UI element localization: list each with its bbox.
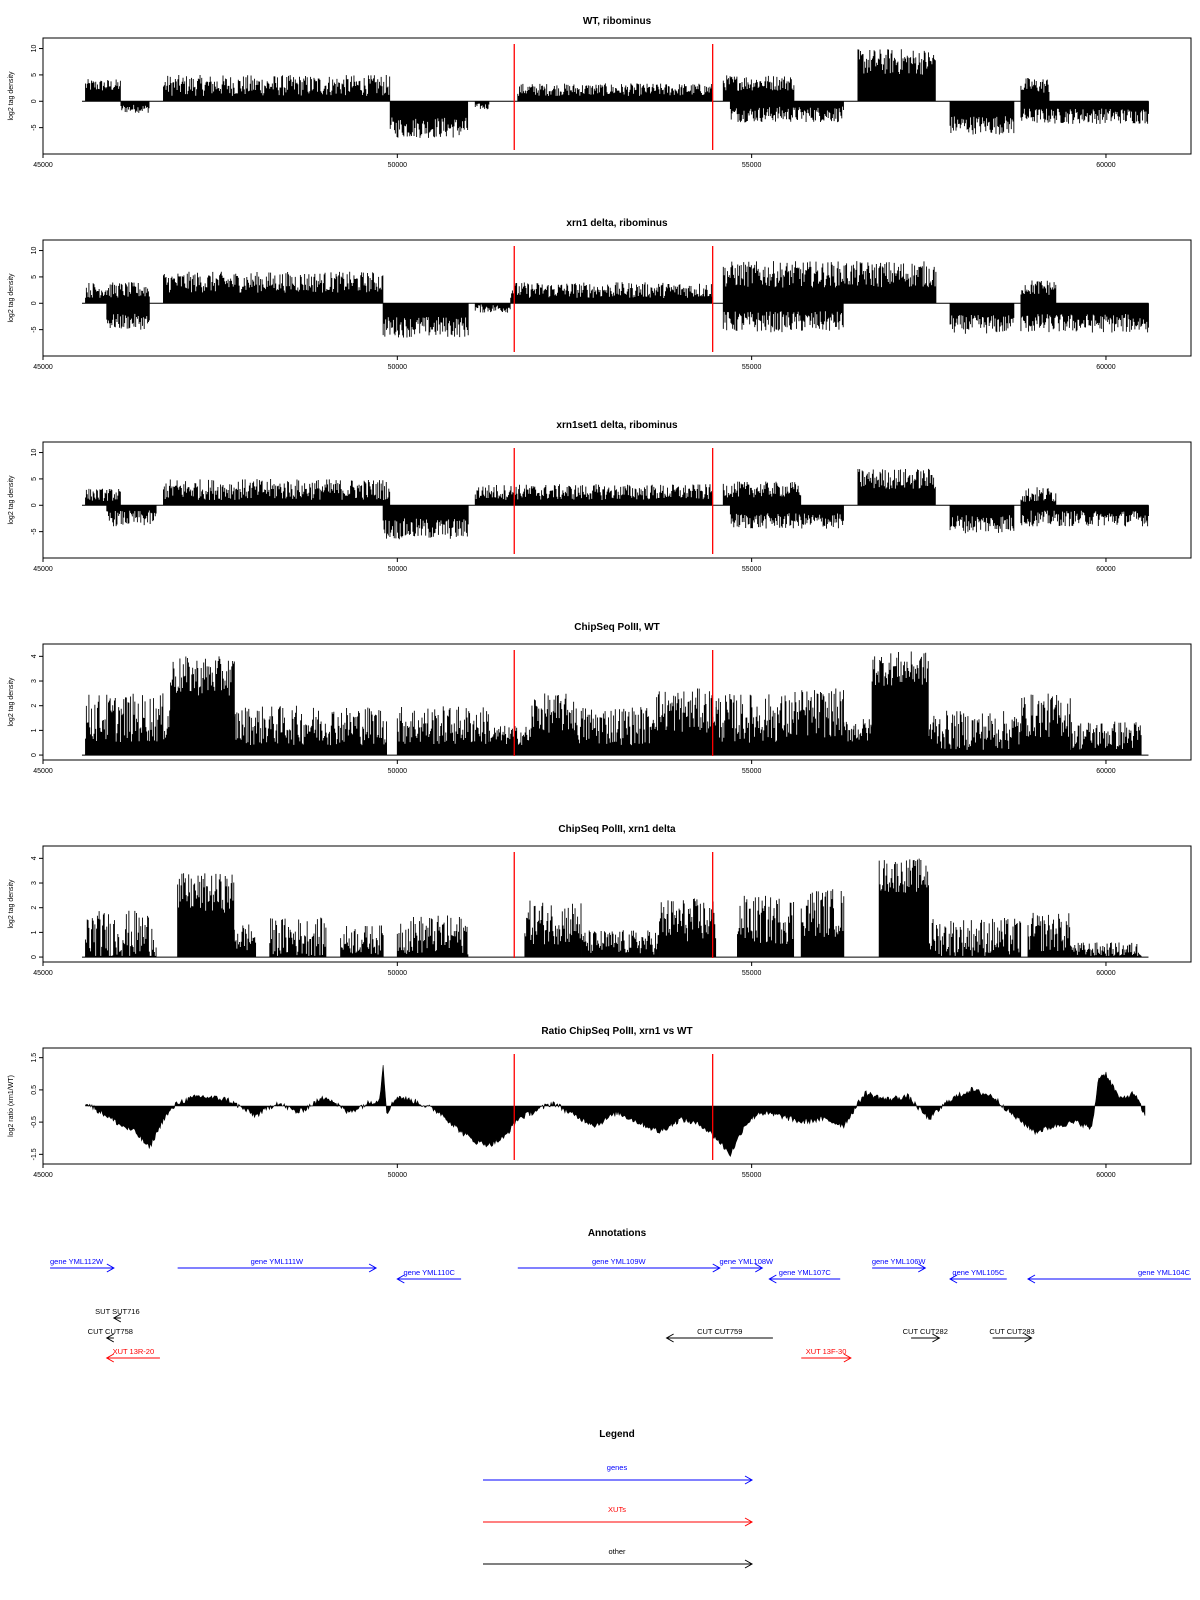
signal-bars bbox=[582, 930, 659, 957]
signal-block-minus bbox=[1021, 505, 1149, 526]
y-tick-label: 4 bbox=[31, 856, 38, 861]
signal-bars bbox=[950, 303, 1014, 334]
signal-block-minus bbox=[730, 101, 843, 122]
signal-block-minus bbox=[475, 101, 489, 109]
signal-bars bbox=[234, 925, 255, 958]
signal-bars bbox=[1021, 303, 1149, 332]
signal-block-plus bbox=[858, 469, 935, 505]
feature-gene bbox=[397, 1268, 461, 1283]
x-tick-label: 60000 bbox=[1096, 1172, 1116, 1179]
signal-bars bbox=[574, 707, 651, 755]
signal-block-plus bbox=[489, 726, 532, 755]
signal-block-plus bbox=[723, 261, 936, 303]
feature-gene bbox=[50, 1257, 114, 1272]
signal-block-plus bbox=[582, 930, 659, 957]
feature-label: CUT CUT759 bbox=[697, 1327, 743, 1336]
y-tick-label: 1 bbox=[31, 728, 38, 733]
signal-block-plus bbox=[163, 479, 389, 505]
legend bbox=[483, 1429, 752, 1568]
signal-block-plus bbox=[397, 915, 468, 957]
signal-block-plus bbox=[163, 75, 389, 101]
feature-gene bbox=[178, 1257, 376, 1272]
x-tick-label: 55000 bbox=[741, 566, 762, 573]
x-tick-label: 50000 bbox=[387, 768, 408, 775]
panel-title: xrn1set1 delta, ribominus bbox=[556, 420, 678, 431]
signal-block-plus bbox=[234, 706, 386, 755]
x-tick-label: 55000 bbox=[741, 1172, 762, 1179]
signal-block-plus bbox=[511, 282, 713, 303]
signal-block-minus bbox=[1021, 303, 1149, 332]
signal-bars bbox=[1021, 505, 1149, 526]
signal-bars bbox=[390, 101, 467, 138]
panel-1 bbox=[8, 16, 1191, 169]
signal-block-plus bbox=[1071, 942, 1142, 957]
x-tick-label: 45000 bbox=[33, 970, 53, 977]
signal-bars bbox=[929, 711, 1021, 755]
signal-bars bbox=[723, 303, 843, 332]
signal-block-minus bbox=[383, 505, 468, 539]
feature-label: gene YML112W bbox=[50, 1257, 104, 1266]
signal-block-minus bbox=[730, 505, 843, 528]
panel-title: ChipSeq PolII, xrn1 delta bbox=[558, 824, 676, 835]
y-axis-label: log2 tag density bbox=[8, 475, 15, 525]
annotations-panel bbox=[50, 1228, 1191, 1362]
signal-bars bbox=[929, 918, 1021, 957]
signal-block-minus bbox=[950, 101, 1014, 134]
y-axis-label: log2 ratio (xrn1/WT) bbox=[8, 1075, 15, 1137]
feature-label: gene YML108W bbox=[719, 1257, 774, 1266]
feature-gene bbox=[1028, 1268, 1191, 1283]
signal-block-plus bbox=[86, 79, 121, 101]
signal-bars bbox=[86, 79, 121, 101]
signal-block-minus bbox=[383, 303, 468, 337]
feature-gene bbox=[950, 1268, 1007, 1283]
x-tick-label: 55000 bbox=[741, 768, 762, 775]
signal-bars bbox=[86, 282, 150, 303]
y-tick-label: 5 bbox=[31, 274, 38, 279]
x-tick-label: 55000 bbox=[741, 970, 762, 977]
signal-bars bbox=[1071, 722, 1142, 755]
legend-item bbox=[483, 1463, 752, 1484]
feature-other bbox=[667, 1327, 773, 1342]
feature-other bbox=[95, 1307, 139, 1322]
signal-block-minus bbox=[475, 303, 510, 312]
x-tick-label: 60000 bbox=[1096, 162, 1116, 169]
signal-bars bbox=[1028, 913, 1071, 957]
feature-label: gene YML105C bbox=[952, 1268, 1005, 1277]
x-tick-label: 50000 bbox=[387, 970, 408, 977]
feature-gene bbox=[769, 1268, 840, 1283]
x-tick-label: 45000 bbox=[33, 1172, 53, 1179]
signal-block-plus bbox=[86, 282, 150, 303]
signal-bars bbox=[723, 75, 794, 101]
x-tick-label: 50000 bbox=[387, 1172, 408, 1179]
signal-block-minus bbox=[950, 303, 1014, 334]
y-tick-label: 3 bbox=[31, 679, 38, 683]
feature-label: CUT CUT282 bbox=[902, 1327, 948, 1336]
signal-block-plus bbox=[737, 896, 793, 957]
x-tick-label: 45000 bbox=[33, 364, 53, 371]
signal-bars bbox=[872, 651, 928, 755]
signal-bars bbox=[107, 505, 156, 526]
signal-bars bbox=[858, 49, 935, 101]
signal-block-plus bbox=[86, 489, 121, 506]
signal-bars bbox=[511, 282, 713, 303]
signal-bars bbox=[475, 303, 510, 312]
signal-bars bbox=[1021, 78, 1049, 101]
x-tick-label: 60000 bbox=[1096, 768, 1116, 775]
x-tick-label: 50000 bbox=[387, 566, 408, 573]
signal-block-plus bbox=[475, 484, 712, 505]
signal-block-plus bbox=[86, 911, 157, 957]
signal-block-plus bbox=[801, 889, 844, 957]
signal-block-minus bbox=[107, 505, 156, 526]
y-tick-label: 2 bbox=[31, 703, 38, 708]
signal-bars bbox=[794, 688, 843, 755]
panel-4 bbox=[8, 622, 1191, 775]
signal-block-plus bbox=[1021, 487, 1056, 505]
signal-bars bbox=[383, 303, 468, 337]
x-tick-label: 55000 bbox=[741, 364, 762, 371]
panel-6 bbox=[8, 1026, 1191, 1179]
signal-bars bbox=[1021, 101, 1149, 124]
y-tick-label: 0 bbox=[31, 753, 38, 758]
signal-bars bbox=[1071, 942, 1142, 957]
y-tick-label: 0.5 bbox=[31, 1085, 38, 1095]
signal-block-plus bbox=[858, 49, 935, 101]
signal-block-plus bbox=[660, 899, 716, 958]
feature-other bbox=[88, 1327, 133, 1342]
feature-label: gene YML109W bbox=[591, 1257, 646, 1266]
feature-xut bbox=[801, 1347, 851, 1362]
signal-block-minus bbox=[107, 303, 150, 329]
signal-bars bbox=[716, 694, 793, 755]
signal-block-plus bbox=[872, 651, 928, 755]
signal-bars bbox=[163, 75, 389, 101]
feature-xut bbox=[107, 1347, 160, 1362]
panel-title: xrn1 delta, ribominus bbox=[566, 218, 668, 229]
signal-block-minus bbox=[390, 101, 467, 138]
x-tick-label: 60000 bbox=[1096, 364, 1116, 371]
signal-bars bbox=[86, 911, 157, 957]
feature-other bbox=[989, 1327, 1034, 1342]
signal-bars bbox=[1021, 694, 1070, 755]
signal-bars bbox=[1021, 487, 1056, 505]
signal-bars bbox=[163, 479, 389, 505]
legend-label: other bbox=[608, 1547, 626, 1556]
signal-block-minus bbox=[1021, 101, 1149, 124]
signal-bars bbox=[383, 505, 468, 539]
feature-label: CUT CUT758 bbox=[87, 1327, 133, 1336]
signal-block-plus bbox=[86, 693, 171, 755]
signal-bars bbox=[730, 101, 843, 122]
y-tick-label: 0 bbox=[31, 99, 38, 104]
signal-bars bbox=[107, 303, 150, 329]
y-tick-label: 5 bbox=[31, 476, 38, 481]
panel-3 bbox=[8, 420, 1191, 573]
signal-bars bbox=[532, 693, 575, 755]
signal-block-plus bbox=[929, 918, 1021, 957]
x-tick-label: 45000 bbox=[33, 162, 53, 169]
y-axis-label: log2 tag density bbox=[8, 677, 15, 727]
feature-label: gene YML106W bbox=[871, 1257, 926, 1266]
signal-bars bbox=[660, 899, 716, 958]
signal-bars bbox=[879, 859, 928, 957]
y-tick-label: 0 bbox=[31, 301, 38, 306]
feature-other bbox=[903, 1327, 948, 1342]
signal-bars bbox=[652, 689, 716, 756]
signal-block-plus bbox=[341, 925, 384, 957]
legend-label: genes bbox=[606, 1463, 628, 1472]
signal-bars bbox=[86, 693, 171, 755]
y-tick-label: -1.5 bbox=[31, 1148, 38, 1161]
ratio-area bbox=[86, 1065, 1145, 1156]
x-tick-label: 45000 bbox=[33, 768, 53, 775]
signal-bars bbox=[730, 505, 843, 528]
y-tick-label: 0 bbox=[31, 503, 38, 508]
x-tick-label: 60000 bbox=[1096, 970, 1116, 977]
signal-bars bbox=[489, 726, 532, 755]
y-tick-label: 5 bbox=[31, 72, 38, 77]
signal-block-plus bbox=[716, 694, 793, 755]
legend-label: XUTs bbox=[608, 1505, 626, 1514]
y-tick-label: -0.5 bbox=[31, 1116, 38, 1129]
feature-gene bbox=[719, 1257, 774, 1272]
signal-bars bbox=[475, 101, 489, 109]
panel-2 bbox=[8, 218, 1191, 371]
feature-label: gene YML110C bbox=[403, 1268, 455, 1277]
signal-block-plus bbox=[270, 918, 326, 957]
signal-bars bbox=[723, 261, 936, 303]
legend-item bbox=[483, 1547, 752, 1568]
signal-bars bbox=[178, 873, 234, 957]
y-tick-label: 1.5 bbox=[31, 1052, 38, 1063]
y-tick-label: 3 bbox=[31, 881, 38, 885]
signal-bars bbox=[518, 83, 713, 101]
signal-bars bbox=[1021, 280, 1056, 303]
signal-block-plus bbox=[1021, 280, 1056, 303]
signal-bars bbox=[397, 706, 489, 755]
signal-bars bbox=[950, 101, 1014, 134]
signal-block-plus bbox=[234, 925, 255, 958]
legend-item bbox=[483, 1505, 752, 1526]
annotations-title: Annotations bbox=[587, 1228, 647, 1239]
signal-bars bbox=[86, 489, 121, 506]
y-axis-label: log2 tag density bbox=[8, 71, 15, 121]
signal-block-plus bbox=[171, 656, 235, 755]
panel-title: WT, ribominus bbox=[582, 16, 652, 27]
signal-block-plus bbox=[794, 688, 843, 755]
signal-bars bbox=[270, 918, 326, 957]
signal-bars bbox=[950, 505, 1014, 533]
signal-block-plus bbox=[929, 711, 1021, 755]
signal-block-plus bbox=[163, 272, 382, 304]
x-tick-label: 60000 bbox=[1096, 566, 1116, 573]
signal-bars bbox=[397, 915, 468, 957]
signal-block-plus bbox=[1028, 913, 1071, 957]
y-axis-label: log2 tag density bbox=[8, 879, 15, 929]
feature-label: gene YML111W bbox=[250, 1257, 304, 1266]
signal-block-plus bbox=[723, 75, 794, 101]
x-tick-label: 45000 bbox=[33, 566, 53, 573]
signal-block-plus bbox=[525, 901, 581, 957]
signal-block-plus bbox=[1021, 78, 1049, 101]
y-tick-label: 4 bbox=[31, 654, 38, 659]
signal-bars bbox=[525, 901, 581, 957]
feature-label: XUT 13R-20 bbox=[112, 1347, 155, 1356]
feature-label: SUT SUT716 bbox=[95, 1307, 140, 1316]
signal-block-minus bbox=[723, 303, 843, 332]
y-tick-label: 10 bbox=[31, 246, 38, 255]
y-tick-label: 2 bbox=[31, 905, 38, 910]
signal-block-minus bbox=[950, 505, 1014, 533]
signal-block-plus bbox=[574, 707, 651, 755]
y-tick-label: 10 bbox=[31, 448, 38, 457]
y-axis-label: log2 tag density bbox=[8, 273, 15, 323]
signal-block-plus bbox=[518, 83, 713, 101]
feature-gene bbox=[518, 1257, 720, 1272]
signal-bars bbox=[234, 706, 386, 755]
feature-label: XUT 13F-30 bbox=[805, 1347, 847, 1356]
signal-bars bbox=[737, 896, 793, 957]
y-tick-label: -5 bbox=[31, 326, 38, 333]
signal-bars bbox=[801, 889, 844, 957]
y-tick-label: -5 bbox=[31, 528, 38, 535]
signal-block-plus bbox=[652, 689, 716, 756]
feature-label: gene YML104C bbox=[1138, 1268, 1190, 1277]
signal-bars bbox=[475, 484, 712, 505]
signal-block-plus bbox=[879, 859, 928, 957]
signal-bars bbox=[723, 482, 800, 506]
y-tick-label: -5 bbox=[31, 124, 38, 131]
signal-block-plus bbox=[397, 706, 489, 755]
signal-bars bbox=[163, 272, 382, 304]
x-tick-label: 55000 bbox=[741, 162, 762, 169]
legend-title: Legend bbox=[599, 1429, 635, 1440]
signal-block-plus bbox=[178, 873, 234, 957]
signal-block-plus bbox=[723, 482, 800, 506]
panel-title: Ratio ChipSeq PolII, xrn1 vs WT bbox=[541, 1026, 693, 1037]
feature-gene bbox=[872, 1257, 927, 1272]
feature-label: CUT CUT283 bbox=[989, 1327, 1035, 1336]
signal-bars bbox=[341, 925, 384, 957]
signal-bars bbox=[858, 469, 935, 505]
signal-bars bbox=[171, 656, 235, 755]
signal-block-plus bbox=[1021, 694, 1070, 755]
y-tick-label: 0 bbox=[31, 955, 38, 960]
y-tick-label: 1 bbox=[31, 930, 38, 935]
x-tick-label: 50000 bbox=[387, 364, 408, 371]
signal-block-minus bbox=[121, 101, 149, 113]
signal-block-plus bbox=[532, 693, 575, 755]
panel-5 bbox=[8, 824, 1191, 977]
y-tick-label: 10 bbox=[31, 44, 38, 53]
x-tick-label: 50000 bbox=[387, 162, 408, 169]
signal-bars bbox=[844, 719, 872, 755]
feature-label: gene YML107C bbox=[778, 1268, 831, 1277]
signal-block-plus bbox=[844, 719, 872, 755]
signal-bars bbox=[121, 101, 149, 113]
signal-block-plus bbox=[1071, 722, 1142, 755]
panel-title: ChipSeq PolII, WT bbox=[574, 622, 660, 633]
